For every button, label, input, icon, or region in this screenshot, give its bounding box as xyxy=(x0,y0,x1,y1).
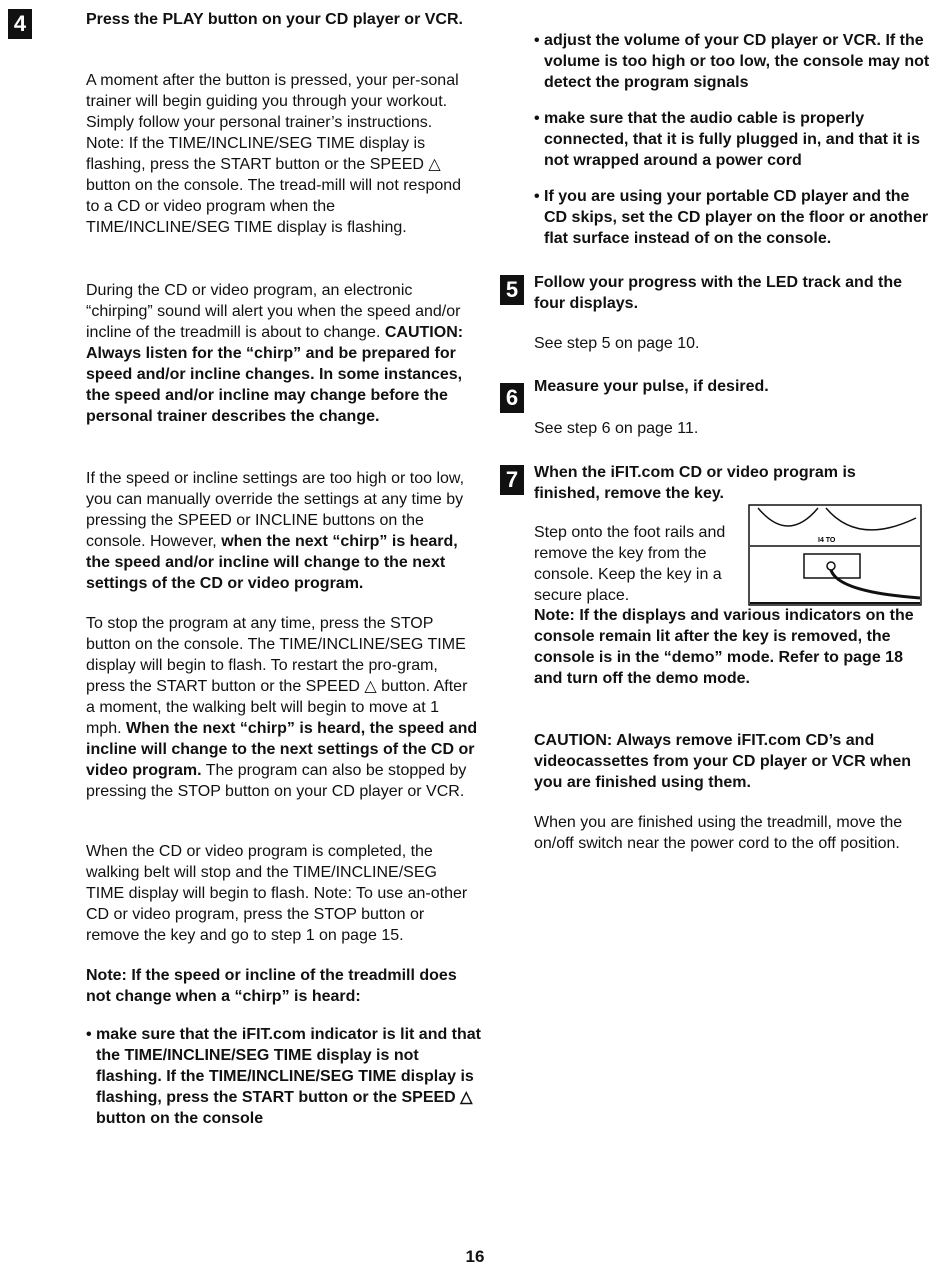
step-7-paragraph: Step onto the foot rails and remove the key from the console. Keep the key in a secure place. xyxy=(534,524,726,604)
step-6-heading: Measure your pulse, if desired. xyxy=(534,378,769,395)
paragraph-2-caution: CAUTION: Always listen for the “chirp” and be prepared for speed and/or incline changes. In some instances, the speed and/or incline may change before the personal trainer describes the change. xyxy=(86,324,464,425)
step-4-number: 4 xyxy=(8,9,32,39)
paragraph-4-bold: When the next “chirp” is heard, the speed and incline will change to the next settings of the CD or video program. xyxy=(86,720,478,779)
note-bullet-3: • make sure that the audio cable is properly connected, that it is fully plugged in, and that it is not wrapped around a power cord xyxy=(534,110,921,169)
step-5-heading: Follow your progress with the LED track and the four displays. xyxy=(534,274,903,312)
paragraph-4-plain: To stop the program at any time, press the STOP button on the console. The TIME/INCLINE/SEG TIME display will begin to flash. To restart the pro-gram, press the START button or the SPEED △ button. After a moment, the walking belt will begin to move at 1 mph. xyxy=(86,615,468,737)
step-4-paragraph-5: When the CD or video program is completed, the walking belt will stop and the TIME/INCLINE/SEG TIME display will begin to flash. Note: To use an-other CD or video program, press the STOP button or remove the key and go to step 1 on page 15. xyxy=(86,843,468,944)
paragraph-4-end: The program can also be stopped by pressing the STOP button on your CD player or VCR. xyxy=(86,762,467,800)
step-4-paragraph-3 xyxy=(86,468,478,594)
step-4-paragraph-2 xyxy=(86,280,476,427)
step-6-number: 6 xyxy=(500,383,524,413)
page-number: 16 xyxy=(465,1247,485,1266)
console-key-illustration xyxy=(748,504,922,606)
step-7-heading: When the iFIT.com CD or video program is finished, remove the key. xyxy=(534,464,856,502)
step-5-paragraph: See step 5 on page 10. xyxy=(534,335,700,352)
step-7-number: 7 xyxy=(500,465,524,495)
step-7-closing-paragraph: When you are finished using the treadmill, move the on/off switch near the power cord to the off position. xyxy=(534,814,903,852)
step-6-paragraph: See step 6 on page 11. xyxy=(534,420,699,437)
step-4-paragraph-1: A moment after the button is pressed, your per-sonal trainer will begin guiding you through your workout. Simply follow your personal trainer’s instructions. Note: If the TIME/INCLINE/SEG TIME display is flashing, press the START button or the SPEED △ button on the console. The tread-mill will not respond to a CD or video program when the TIME/INCLINE/SEG TIME display is flashing. xyxy=(86,72,462,236)
paragraph-3-bold: when the next “chirp” is heard, the speed and/or incline will change to the next settings of the CD or video program. xyxy=(86,533,458,592)
paragraph-3-plain: If the speed or incline settings are too high or too low, you can manually override the settings at any time by pressing the SPEED or INCLINE buttons on the console. However, xyxy=(86,470,465,550)
note-bullet-1: • make sure that the iFIT.com indicator is lit and that the TIME/INCLINE/SEG TIME display is not flashing. If the TIME/INCLINE/SEG TIME display is flashing, press the START button or the SPEED △ button on the console xyxy=(86,1026,482,1127)
step-4-heading: Press the PLAY button on your CD player or VCR. xyxy=(86,11,463,28)
note-bullet-2: • adjust the volume of your CD player or VCR. If the volume is too high or too low, the console may not detect the program signals xyxy=(534,32,930,91)
step-7-note: Note: If the displays and various indicators on the console remain lit after the key is removed, the console is in the “demo” mode. Refer to page 18 and turn off the demo mode. xyxy=(534,607,914,687)
step-4-paragraph-4 xyxy=(86,613,478,802)
paragraph-2-plain: During the CD or video program, an electronic “chirping” sound will alert you when the speed and/or incline of the treadmill is about to change. xyxy=(86,282,461,341)
step-5-number: 5 xyxy=(500,275,524,305)
note-bullet-4: • If you are using your portable CD player and the CD skips, set the CD player on the floor or another flat surface instead of on the console. xyxy=(534,188,929,247)
step-4-note-heading: Note: If the speed or incline of the treadmill does not change when a “chirp” is heard: xyxy=(86,967,457,1005)
illustration-label: I4 TO xyxy=(818,537,836,544)
step-7-caution: CAUTION: Always remove iFIT.com CD’s and videocassettes from your CD player or VCR when you are finished using them. xyxy=(534,732,911,791)
